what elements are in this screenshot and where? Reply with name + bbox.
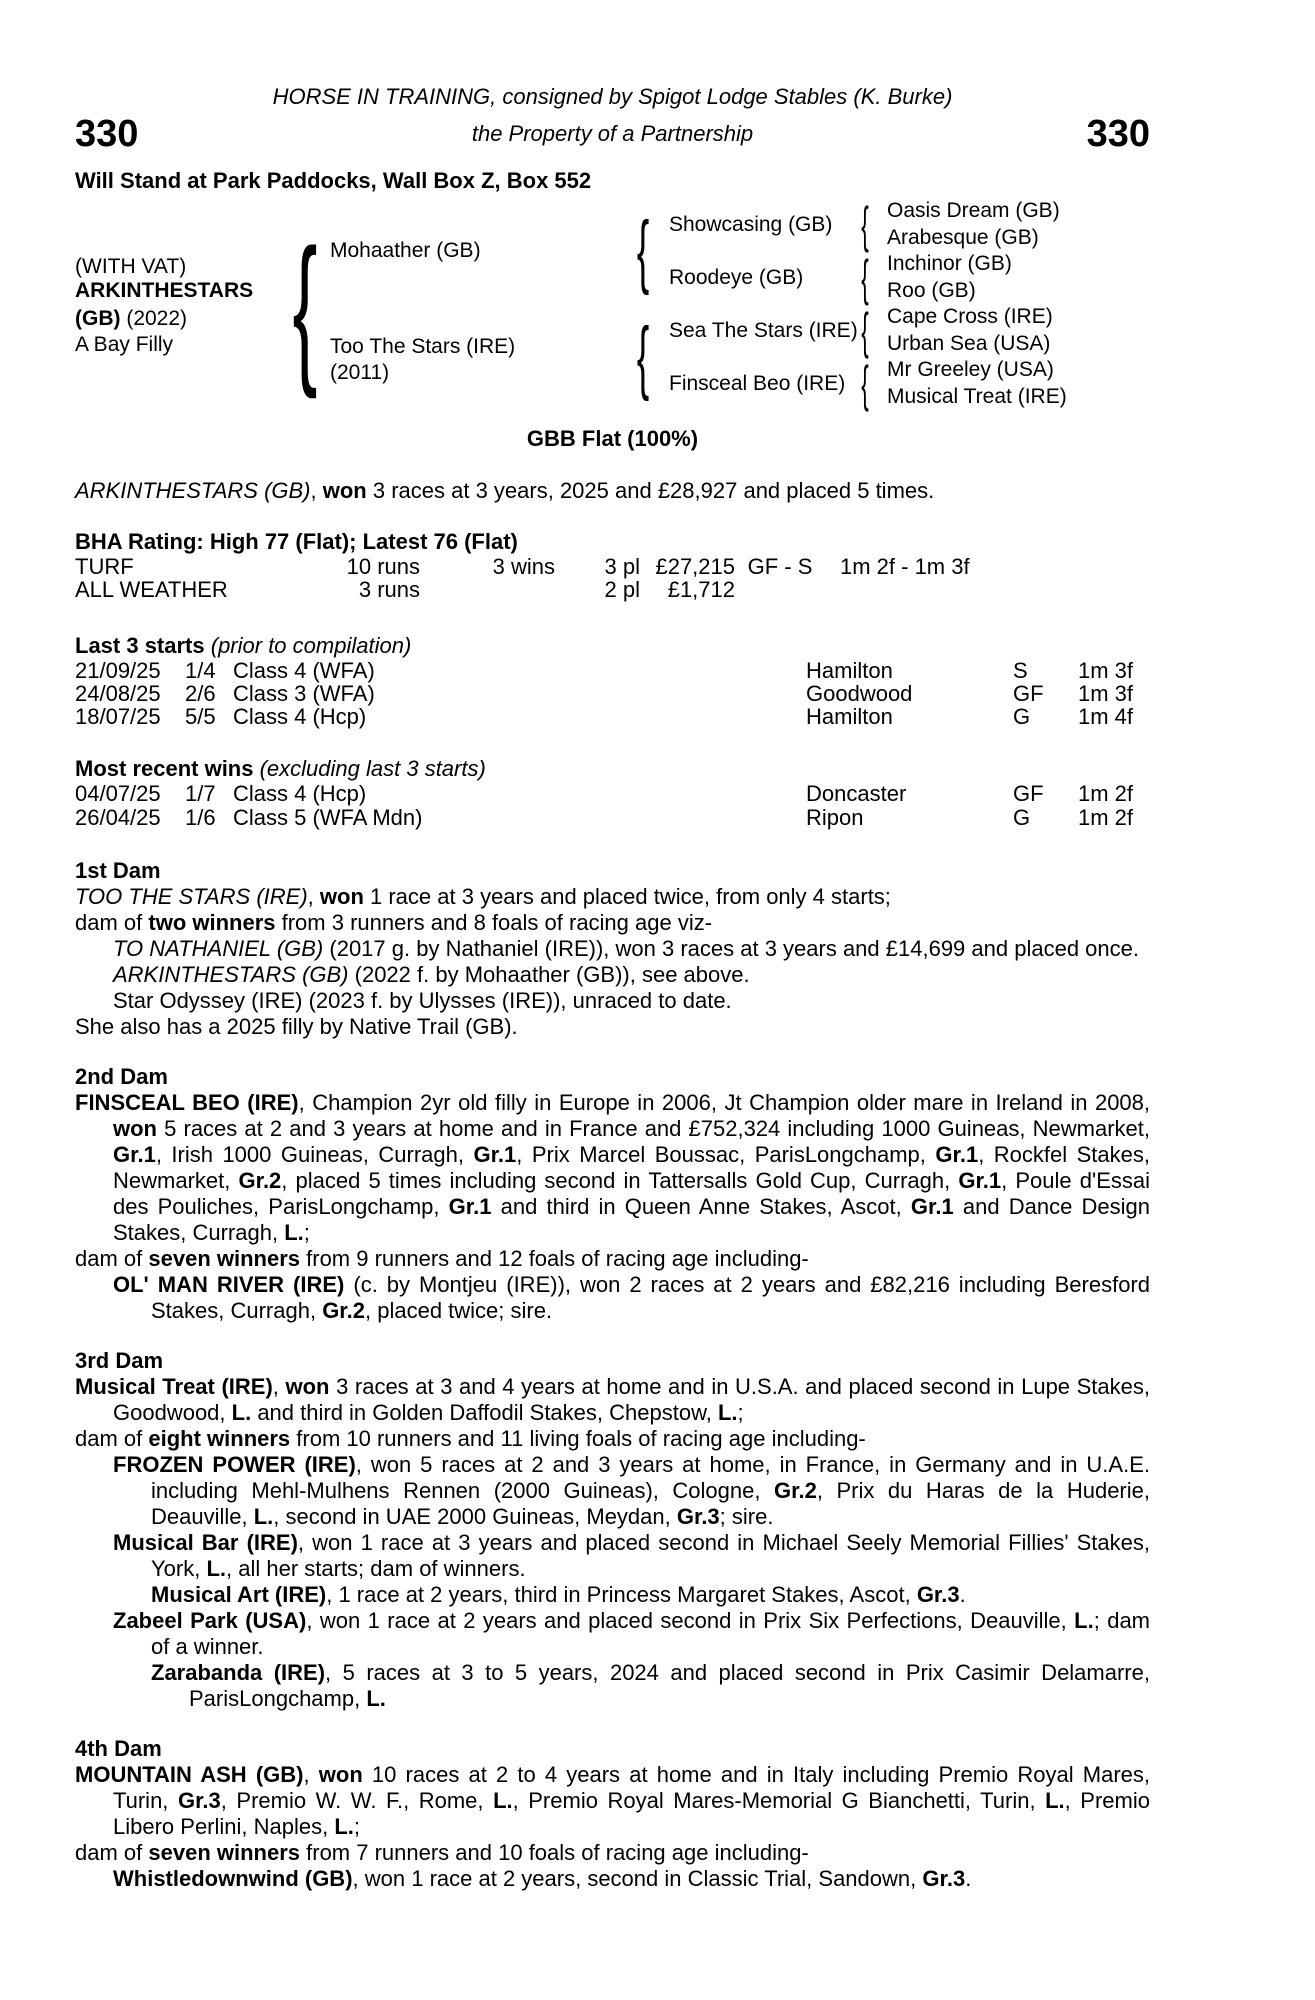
dam-heading-3: 3rd Dam <box>75 1348 164 1373</box>
text-segment: Musical Treat (IRE) <box>75 1374 273 1399</box>
dam-heading-1: 1st Dam <box>75 858 161 883</box>
text-segment: 3 races at 3 and 4 years at home and in U.S.A. and placed second in Lupe Stakes, Goodwood, <box>113 1374 1150 1425</box>
text-segment: , second in UAE 2000 Guineas, Meydan, <box>273 1504 677 1529</box>
gen3-name-3: Inchinor (GB) <box>887 252 1012 275</box>
gen3-brace-3: { <box>861 303 869 359</box>
horse-country: (GB) <box>75 307 121 330</box>
dam-paragraphs-4 <box>75 1762 1150 1892</box>
text-segment: Musical Bar (IRE) <box>113 1530 298 1555</box>
text-segment: Gr.3 <box>922 1866 966 1891</box>
race-row <box>75 782 1150 806</box>
pos-cell: 1/6 <box>185 805 216 830</box>
text-segment: two winners <box>148 910 276 935</box>
gen3-name-5: Cape Cross (IRE) <box>887 305 1053 328</box>
text-segment: dam of <box>75 910 149 935</box>
text-segment: TO NATHANIEL (GB) <box>113 936 324 961</box>
catalogue-paragraph <box>75 1660 1150 1712</box>
text-segment: , Premio Royal Mares-Memorial G Bianchetti, Turin, <box>512 1788 1046 1813</box>
wins-cell <box>420 578 555 601</box>
text-segment: dam of <box>75 1840 149 1865</box>
going-cell: S <box>1013 658 1028 683</box>
text-segment: ; sire. <box>719 1504 774 1529</box>
gbb-eligibility: GBB Flat (100%) <box>526 426 699 451</box>
last-starts-note: (prior to compilation) <box>210 633 412 658</box>
catalogue-paragraph <box>75 1014 1150 1040</box>
text-segment: Gr.3 <box>177 1788 221 1813</box>
catalogue-paragraph <box>75 1762 1150 1840</box>
text-segment: FINSCEAL BEO (IRE) <box>75 1090 299 1115</box>
gen3-name-6: Urban Sea (USA) <box>887 332 1051 355</box>
horse-country-year <box>75 306 187 332</box>
text-segment: won <box>322 478 367 503</box>
dam-paragraphs-1 <box>75 884 1150 1040</box>
pl-cell: 3 pl <box>604 554 640 579</box>
date-cell: 18/07/25 <box>75 704 161 729</box>
text-segment: , 1 race at 2 years, third in Princess Margaret Stakes, Ascot, <box>326 1582 917 1607</box>
text-segment: Gr.2 <box>238 1168 282 1193</box>
text-segment: L. <box>334 1814 354 1839</box>
gen3-name-4: Roo (GB) <box>887 279 976 302</box>
text-segment: dam of <box>75 1426 149 1451</box>
text-segment: Zarabanda (IRE) <box>151 1660 326 1685</box>
text-segment: , Prix Marcel Boussac, ParisLongchamp, <box>516 1142 936 1167</box>
money-cell: £27,215 <box>655 554 735 579</box>
text-segment: Star Odyssey (IRE) (2023 f. by Ulysses (IRE)), unraced to date. <box>113 988 732 1013</box>
text-segment: from 3 runners and 8 foals of racing age viz- <box>275 910 713 935</box>
cls-cell: Class 4 (Hcp) <box>233 704 367 729</box>
text-segment: 1 race at 3 years and placed twice, from only 4 starts; <box>363 884 891 909</box>
text-segment: , Prix du Haras de la Huderie, Deauville, <box>151 1478 1150 1529</box>
gen2-name-3: Sea The Stars (IRE) <box>669 319 858 342</box>
catalogue-paragraph <box>75 1582 1150 1608</box>
lot-number-left: 330 <box>75 113 139 155</box>
gen3-name-8: Musical Treat (IRE) <box>887 385 1067 408</box>
pos-cell: 5/5 <box>185 704 216 729</box>
text-segment: Zabeel Park (USA) <box>113 1608 307 1633</box>
course-cell: Hamilton <box>806 658 893 683</box>
gen3-brace-4: { <box>861 356 869 412</box>
text-segment: , <box>307 884 320 909</box>
text-segment: won <box>285 1374 330 1399</box>
text-segment: eight winners <box>148 1426 291 1451</box>
dam-name: Too The Stars (IRE) <box>330 335 516 358</box>
stats-row <box>75 578 1150 601</box>
sire-dam-brace: { <box>292 215 318 399</box>
dam-parents-brace: { <box>636 311 650 402</box>
gen2-name-1: Showcasing (GB) <box>669 213 833 236</box>
last-starts-table <box>75 659 1150 728</box>
text-segment: , won 5 races at 2 and 3 years at home, in France, in Germany and in U.A.E. including Mehl-Mulhens Rennen (2000 Guineas), Cologne, <box>151 1452 1150 1503</box>
pl-cell: 2 pl <box>604 577 640 602</box>
course-cell: Goodwood <box>806 681 913 706</box>
gen3-name-2: Arabesque (GB) <box>887 226 1039 249</box>
runs-cell: 3 runs <box>358 577 420 602</box>
text-segment: L. <box>231 1400 252 1425</box>
text-segment: Gr.2 <box>322 1298 365 1323</box>
text-segment: ; <box>353 1814 361 1839</box>
horse-name: ARKINTHESTARS <box>75 279 254 302</box>
date-cell: 21/09/25 <box>75 658 161 683</box>
text-segment: L. <box>493 1788 513 1813</box>
text-segment: from 10 runners and 11 living foals of racing age including- <box>290 1426 866 1451</box>
going-cell: GF - S <box>747 554 813 579</box>
gen3-brace-2: { <box>861 250 869 306</box>
text-segment: ARKINTHESTARS (GB) <box>113 962 349 987</box>
race-record-summary <box>75 478 1150 504</box>
going-cell <box>735 578 825 601</box>
dist-cell: 1m 2f - 1m 3f <box>840 554 970 579</box>
race-row <box>75 806 1150 830</box>
text-segment: L. <box>1045 1788 1065 1813</box>
text-segment: , 5 races at 3 to 5 years, 2024 and placed second in Prix Casimir Delamarre, ParisLongchamp, <box>189 1660 1150 1711</box>
pos-cell: 2/6 <box>185 681 216 706</box>
date-cell: 26/04/25 <box>75 805 161 830</box>
catalogue-paragraph <box>75 1530 1150 1582</box>
stand-location: Will Stand at Park Paddocks, Wall Box Z, Box 552 <box>75 168 592 193</box>
lot-row <box>75 114 1150 154</box>
text-segment: Gr.1 <box>935 1142 979 1167</box>
text-segment: won <box>318 1762 363 1787</box>
pos-cell: 1/4 <box>185 658 216 683</box>
catalogue-paragraph <box>75 1090 1150 1246</box>
catalogue-paragraph <box>75 884 1150 910</box>
gen2-name-2: Roodeye (GB) <box>669 266 804 289</box>
course-cell: Ripon <box>806 805 864 830</box>
text-segment: , Rockfel Stakes, Newmarket, <box>113 1142 1150 1193</box>
catalogue-paragraph <box>75 936 1150 962</box>
text-segment: L. <box>253 1504 274 1529</box>
text-segment: Gr.1 <box>910 1194 954 1219</box>
dam-paragraphs-3 <box>75 1374 1150 1712</box>
gen2-name-4: Finsceal Beo (IRE) <box>669 372 846 395</box>
date-cell: 04/07/25 <box>75 781 161 806</box>
dam-paragraphs-2 <box>75 1090 1150 1324</box>
lot-number-right: 330 <box>1086 113 1150 155</box>
text-segment: , <box>310 478 323 503</box>
going-cell: GF <box>1013 681 1044 706</box>
dist-cell: 1m 3f <box>1078 658 1134 683</box>
text-segment: FROZEN POWER (IRE) <box>113 1452 356 1477</box>
text-segment: and third in Golden Daffodil Stakes, Chepstow, <box>251 1400 718 1425</box>
horse-year: (2022) <box>120 307 188 330</box>
property-line: the Property of a Partnership <box>471 121 754 146</box>
text-segment: L. <box>284 1220 304 1245</box>
recent-wins-title: Most recent wins <box>75 756 254 781</box>
dist-cell: 1m 4f <box>1078 704 1134 729</box>
runs-cell: 10 runs <box>346 554 420 579</box>
text-segment: , won 1 race at 2 years, second in Classic Trial, Sandown, <box>352 1866 923 1891</box>
text-segment: , Champion 2yr old filly in Europe in 2006, Jt Champion older mare in Ireland in 2008, <box>298 1090 1151 1115</box>
text-segment: Gr.1 <box>113 1142 156 1167</box>
text-segment: Musical Art (IRE) <box>151 1582 327 1607</box>
text-segment: MOUNTAIN ASH (GB) <box>75 1762 304 1787</box>
consignor-line: HORSE IN TRAINING, consigned by Spigot Lodge Stables (K. Burke) <box>272 84 953 109</box>
text-segment: Gr.1 <box>473 1142 517 1167</box>
text-segment: 10 races at 2 to 4 years at home and in Italy including Premio Royal Mares, Turin, <box>113 1762 1150 1813</box>
dam-year: (2011) <box>330 361 390 384</box>
catalogue-paragraph <box>75 1246 1150 1272</box>
text-segment: , <box>303 1762 319 1787</box>
text-segment: Gr.3 <box>676 1504 720 1529</box>
dam-section-2 <box>75 1064 1150 1324</box>
cls-cell: Class 4 (Hcp) <box>233 781 367 806</box>
cls-cell: Class 4 (WFA) <box>233 658 375 683</box>
pos-cell: 1/7 <box>185 781 216 806</box>
last-starts-heading <box>75 633 1150 659</box>
text-segment: ; <box>303 1220 310 1245</box>
recent-wins-heading <box>75 756 1150 782</box>
date-cell: 24/08/25 <box>75 681 161 706</box>
text-segment: , won 1 race at 3 years and placed second in Michael Seely Memorial Fillies' Stakes, York, <box>151 1530 1151 1581</box>
text-segment: , Premio Libero Perlini, Naples, <box>113 1788 1150 1839</box>
going-cell: G <box>1013 704 1031 729</box>
text-segment: TOO THE STARS (IRE) <box>75 884 308 909</box>
catalogue-paragraph <box>75 1608 1150 1660</box>
pedigree-chart <box>75 197 1150 412</box>
text-segment: L. <box>206 1556 227 1581</box>
dam-section-4 <box>75 1736 1150 1892</box>
text-segment: ARKINTHESTARS (GB) <box>75 478 311 503</box>
text-segment: She also has a 2025 filly by Native Trail (GB). <box>75 1014 518 1039</box>
cls-cell: Class 5 (WFA Mdn) <box>233 805 423 830</box>
text-segment: , placed 5 times including second in Tattersalls Gold Cup, Curragh, <box>281 1168 959 1193</box>
bha-rating-heading: BHA Rating: High 77 (Flat); Latest 76 (Flat) <box>75 529 518 554</box>
text-segment: , <box>272 1374 286 1399</box>
text-segment: (c. by Montjeu (IRE)), won 2 races at 2 years and £82,216 including Beresford Stakes, Curragh, <box>151 1272 1150 1323</box>
stats-row <box>75 555 1150 578</box>
surface-cell: ALL WEATHER <box>75 577 228 602</box>
last-starts-title: Last 3 starts <box>75 633 205 658</box>
dam-heading-2: 2nd Dam <box>75 1064 168 1089</box>
text-segment: . <box>965 1866 972 1891</box>
text-segment: . <box>959 1582 966 1607</box>
catalogue-paragraph <box>75 988 1150 1014</box>
catalogue-paragraph <box>75 962 1150 988</box>
wins-cell: 3 wins <box>492 554 555 579</box>
catalogue-paragraph <box>75 1866 1150 1892</box>
text-segment: Whistledownwind (GB) <box>113 1866 353 1891</box>
catalogue-paragraph <box>75 1374 1150 1426</box>
text-segment: ; <box>737 1400 744 1425</box>
dist-cell: 1m 3f <box>1078 681 1134 706</box>
gen3-name-1: Oasis Dream (GB) <box>887 199 1060 222</box>
text-segment: (2022 f. by Mohaather (GB)), see above. <box>348 962 750 987</box>
text-segment: , won 1 race at 2 years and placed second in Prix Six Perfections, Deauville, <box>306 1608 1075 1633</box>
text-segment: ; dam of a winner. <box>151 1608 1151 1659</box>
recent-wins-note: (excluding last 3 starts) <box>259 756 486 781</box>
text-segment: , all her starts; dam of winners. <box>226 1556 526 1581</box>
gen3-name-7: Mr Greeley (USA) <box>887 358 1054 381</box>
text-segment: dam of <box>75 1246 149 1271</box>
going-cell: G <box>1013 805 1031 830</box>
text-segment: L. <box>1074 1608 1094 1633</box>
text-segment: seven winners <box>148 1840 301 1865</box>
text-segment: from 9 runners and 12 foals of racing age including- <box>300 1246 809 1271</box>
catalogue-paragraph <box>75 1452 1150 1530</box>
money-cell: £1,712 <box>667 577 735 602</box>
sire-name: Mohaather (GB) <box>330 239 481 262</box>
text-segment: 5 races at 2 and 3 years at home and in France and £752,324 including 1000 Guineas, Newmarket, <box>157 1116 1150 1141</box>
text-segment: won <box>113 1116 157 1141</box>
dist-cell: 1m 2f <box>1078 781 1134 806</box>
text-segment: , placed twice; sire. <box>365 1298 553 1323</box>
text-segment: and third in Queen Anne Stakes, Ascot, <box>491 1194 911 1219</box>
cls-cell: Class 3 (WFA) <box>233 681 375 706</box>
text-segment: from 7 runners and 10 foals of racing age including- <box>300 1840 809 1865</box>
catalogue-paragraph <box>75 910 1150 936</box>
dam-section-1 <box>75 858 1150 1040</box>
race-row <box>75 682 1150 705</box>
race-row <box>75 705 1150 728</box>
text-segment: Gr.3 <box>916 1582 960 1607</box>
text-segment: seven winners <box>148 1246 301 1271</box>
race-row <box>75 659 1150 682</box>
surface-cell: TURF <box>75 554 134 579</box>
text-segment: Gr.1 <box>448 1194 492 1219</box>
course-cell: Doncaster <box>806 781 907 806</box>
horse-description: A Bay Filly <box>75 333 174 356</box>
surface-stats-table <box>75 555 1150 601</box>
text-segment: Gr.2 <box>774 1478 817 1503</box>
text-segment: OL' MAN RIVER (IRE) <box>113 1272 345 1297</box>
catalogue-paragraph <box>75 1272 1150 1324</box>
going-cell: GF <box>1013 781 1044 806</box>
catalogue-paragraph <box>75 1840 1150 1866</box>
text-segment: , Poule d'Essai des Pouliches, ParisLongchamp, <box>113 1168 1150 1219</box>
text-segment: , Premio W. W. F., Rome, <box>220 1788 494 1813</box>
text-segment: (2017 g. by Nathaniel (IRE)), won 3 races at 3 years and £14,699 and placed once. <box>323 936 1139 961</box>
vat-note: (WITH VAT) <box>75 255 187 278</box>
text-segment: , Irish 1000 Guineas, Curragh, <box>155 1142 474 1167</box>
text-segment: and Dance Design Stakes, Curragh, <box>113 1194 1150 1245</box>
text-segment: L. <box>717 1400 738 1425</box>
recent-wins-table <box>75 782 1150 830</box>
text-segment: Gr.1 <box>958 1168 1002 1193</box>
text-segment: won <box>319 884 364 909</box>
dam-section-3 <box>75 1348 1150 1712</box>
course-cell: Hamilton <box>806 704 893 729</box>
text-segment: 3 races at 3 years, 2025 and £28,927 and placed 5 times. <box>366 478 935 503</box>
dam-heading-4: 4th Dam <box>75 1736 162 1761</box>
text-segment: L. <box>366 1686 386 1711</box>
catalogue-paragraph <box>75 1426 1150 1452</box>
dist-cell: 1m 2f <box>1078 805 1134 830</box>
sire-parents-brace: { <box>636 205 650 296</box>
gen3-brace-1: { <box>861 197 869 253</box>
